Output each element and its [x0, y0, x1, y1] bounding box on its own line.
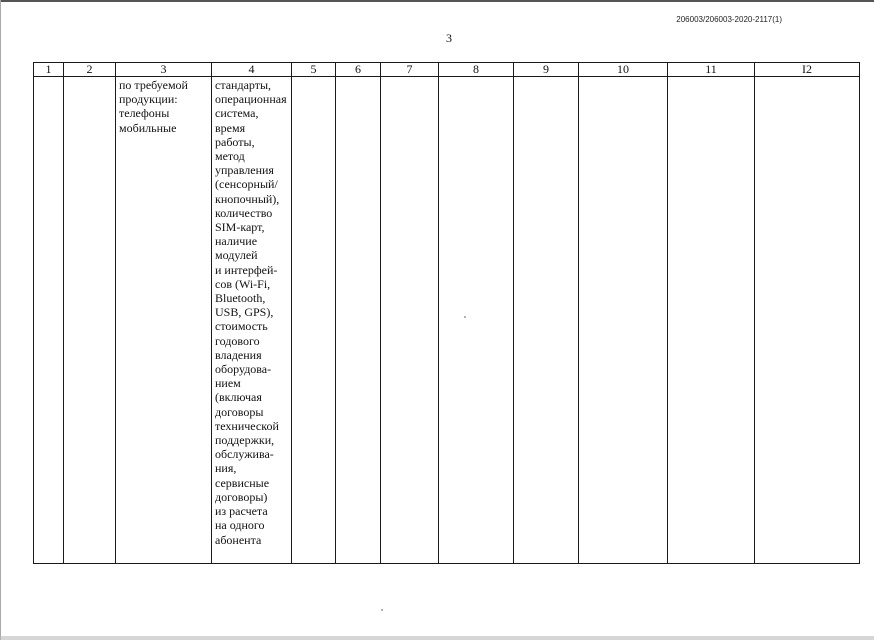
column-header: 11 — [668, 63, 755, 77]
table-cell — [439, 77, 514, 564]
column-header: 7 — [381, 63, 439, 77]
table-cell — [381, 77, 439, 564]
column-header: 9 — [514, 63, 579, 77]
document-id: 206003/206003-2020-2117(1) — [676, 15, 782, 24]
page-number: 3 — [446, 31, 452, 45]
product-characteristics: стандарты, операционная система, время работы, метод управления (сенсорный/ кнопочный), количество SIM-карт, наличие модулей и интерфей- сов (Wi-Fi, Bluetooth, USB, GPS), стоимость годового владения оборудова- нием (включая договоры технической поддержки, обслужива- ния, сервисные договоры) из расчета на одного абонента — [215, 78, 287, 547]
table-cell — [292, 77, 336, 564]
product-description: по требуемой продукции: телефоны мобильные — [119, 78, 188, 135]
table-cell — [336, 77, 381, 564]
column-header: 6 — [336, 63, 381, 77]
column-header: 3 — [116, 63, 212, 77]
scan-edge-left — [0, 0, 1, 640]
scan-speck — [464, 316, 466, 318]
table-cell — [34, 77, 64, 564]
table-cell — [579, 77, 668, 564]
scan-edge-top — [0, 0, 874, 2]
column-header: 8 — [439, 63, 514, 77]
table-cell — [514, 77, 579, 564]
scan-speck — [381, 609, 383, 611]
table-header-row — [34, 63, 860, 77]
column-header: 1 — [34, 63, 64, 77]
table-row — [34, 77, 860, 564]
column-header: 10 — [579, 63, 668, 77]
table-cell — [116, 77, 212, 564]
column-header: 5 — [292, 63, 336, 77]
column-header: I2 — [755, 63, 860, 77]
table-cell — [755, 77, 860, 564]
requirements-table — [33, 62, 860, 564]
scan-edge-bottom — [0, 636, 874, 640]
table-cell — [64, 77, 116, 564]
column-header: 2 — [64, 63, 116, 77]
table-cell — [668, 77, 755, 564]
table-cell — [212, 77, 292, 564]
column-header: 4 — [212, 63, 292, 77]
